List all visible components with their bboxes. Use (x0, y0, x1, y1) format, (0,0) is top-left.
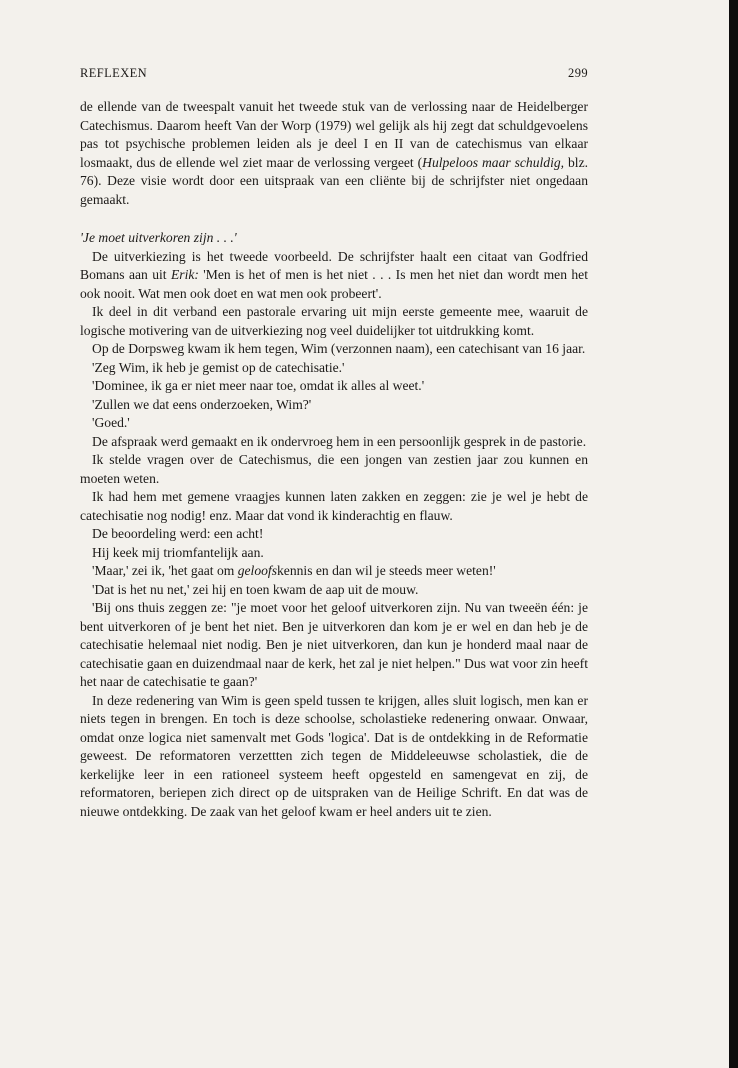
paragraph-9: Hij keek mij triomfantelijk aan. (92, 544, 264, 560)
paragraph-2-text: De uitverkiezing is het tweede voorbeeld. De schrijfster haalt een citaat van Godfried Bomans aan uit (80, 248, 588, 282)
book-page (80, 66, 588, 821)
running-title: REFLEXEN (80, 66, 148, 80)
page-edge-shadow (729, 0, 738, 1068)
paragraph-2-text-end: 'Men is het of men is het niet . . . Is men het niet dan wordt men het ook nooit. Wat men ook doet en wat men ook probeert'. (80, 267, 588, 301)
paragraph-7: Ik had hem met gemene vraagjes kunnen laten zakken en zeggen: zie je wel je hebt de catechisatie nog nodig! enz. Maar dat vond ik kinderachtig en flauw. (80, 489, 588, 523)
section-title: 'Je moet uitverkoren zijn . . .' (80, 230, 237, 245)
emphasis-geloofs: geloofs (237, 563, 277, 578)
book-title-erik: Erik: (170, 267, 199, 282)
dialogue-line-4: 'Goed.' (92, 415, 130, 430)
paragraph-1-text: de ellende van de tweespalt vanuit het tweede stuk van de verlossing naar de Heidelberger Catechismus. Daarom heeft Van der Worp (1979) wel gelijk als hij zegt dat schuldgevoelens pas tot psychische problemen leiden als je deel I en II van de catechismus van elkaar losmaakt, dus de ellende wel ziet maar de verlossing vergeet ( (80, 99, 588, 170)
paragraph-2 (80, 248, 588, 304)
dialogue-line-5-text-end: kennis en dan wil je steeds meer weten!' (277, 563, 496, 578)
running-header (80, 66, 588, 86)
book-title-italic: Hulpeloos maar schuldig, (422, 154, 565, 170)
body-text (80, 98, 588, 821)
paragraph-1-text-end: blz. 76). Deze visie wordt door een uitspraak van een cliënte bij de schrijfster niet ongedaan gemaakt. (80, 154, 588, 207)
paragraph-1 (80, 98, 588, 209)
paragraph-3: Ik deel in dit verband een pastorale ervaring uit mijn eerste gemeente mee, waaruit de logische motivering van de uitverkiezing nog veel duidelijker tot uitdrukking komt. (80, 304, 588, 338)
paragraph-12: In deze redenering van Wim is geen speld tussen te krijgen, alles sluit logisch, men kan er niets tegen in brengen. En toch is deze schoolse, scholastieke redenering onwaar. Onwaar, omdat onze logica niet samenvalt met Gods 'logica'. Dat is de ontdekking in de Reformatie geweest. De reformatoren verzettten zich tegen de Middeleeuwse scholastiek, die de kerkelijke leer in een rationeel systeem heeft opgesteld en samengevat en zij, de reformatoren, beriepen zich direct op de uitspraken van de Heilige Schrift. En dat was de nieuwe ontdekking. De zaak van het geloof kwam er heel anders uit te zien. (80, 692, 588, 819)
dialogue-line-3: 'Zullen we dat eens onderzoeken, Wim?' (92, 396, 312, 412)
paragraph-8: De beoordeling werd: een acht! (92, 526, 264, 541)
paragraph-10: 'Dat is het nu net,' zei hij en toen kwam de aap uit de mouw. (92, 581, 419, 597)
dialogue-line-5-text: 'Maar,' zei ik, 'het gaat om (92, 563, 238, 578)
dialogue-line-2: 'Dominee, ik ga er niet meer naar toe, omdat ik alles al weet.' (92, 378, 425, 393)
page-number: 299 (568, 66, 588, 80)
dialogue-line-5 (80, 562, 588, 581)
paragraph-4: Op de Dorpsweg kwam ik hem tegen, Wim (verzonnen naam), een catechisant van 16 jaar. (92, 341, 586, 356)
paragraph-5: De afspraak werd gemaakt en ik ondervroeg hem in een persoonlijk gesprek in de pastorie. (92, 433, 587, 449)
paragraph-6: Ik stelde vragen over de Catechismus, die een jongen van zestien jaar zou kunnen en moeten weten. (80, 452, 588, 486)
dialogue-line-1: 'Zeg Wim, ik heb je gemist op de catechisatie.' (92, 359, 345, 375)
paragraph-11: 'Bij ons thuis zeggen ze: "je moet voor het geloof uitverkoren zijn. Nu van tweeën één: je bent uitverkoren of je bent het niet. Ben je uitverkoren dan kom je er wel en dan heb je de catechisatie helemaal niet nodig. Ben je niet uitverkoren, dan kun je honderd maal naar de catechisatie gaan en duizendmaal naar de kerk, het zal je niet helpen." Dus wat voor zin heeft het naar de catechisatie te gaan?' (80, 600, 588, 689)
